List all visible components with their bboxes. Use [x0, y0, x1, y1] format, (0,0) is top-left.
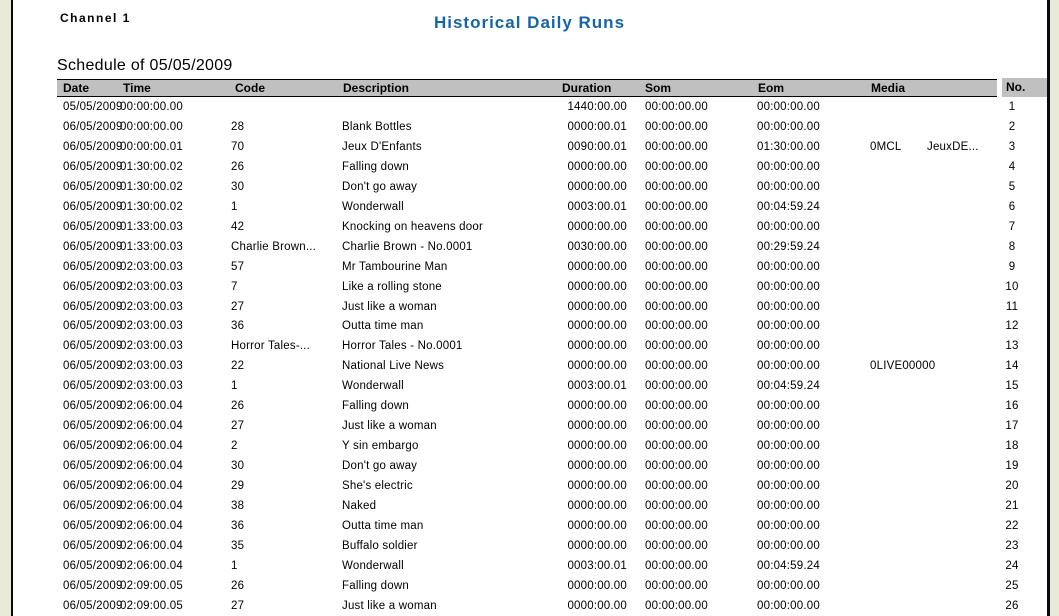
- cell-som: 00:00:00.00: [645, 280, 708, 293]
- cell-som: 00:00:00.00: [645, 400, 708, 413]
- cell-duration: 0030:00.00: [567, 240, 627, 253]
- column-header-eom: Eom: [758, 81, 785, 95]
- cell-no: 16: [1005, 400, 1019, 413]
- cell-time: 02:03:00.03: [120, 360, 183, 373]
- cell-duration: 0000:00.00: [567, 180, 627, 193]
- cell-code: 27: [231, 599, 245, 612]
- cell-date: 06/05/2009: [63, 500, 123, 512]
- cell-date: 06/05/2009: [63, 140, 123, 153]
- cell-date: 06/05/2009: [63, 260, 123, 273]
- cell-no: 22: [1005, 519, 1019, 532]
- cell-time: 02:09:00.05: [120, 599, 183, 612]
- cell-description: Don't go away: [342, 460, 418, 473]
- cell-time: 02:06:00.04: [120, 400, 183, 413]
- cell-code: 35: [231, 539, 245, 552]
- cell-description: Just like a woman: [342, 420, 437, 433]
- cell-som: 00:00:00.00: [645, 480, 708, 493]
- cell-no: 24: [1005, 559, 1019, 572]
- cell-code: 7: [231, 280, 238, 293]
- cell-no: 21: [1005, 500, 1019, 512]
- cell-time: 02:06:00.04: [120, 519, 183, 532]
- cell-eom: 00:00:00.00: [757, 340, 820, 353]
- cell-time: 02:06:00.04: [120, 539, 183, 552]
- cell-som: 00:00:00.00: [645, 460, 708, 473]
- cell-date: 06/05/2009: [63, 539, 123, 552]
- cell-description: Wonderwall: [342, 559, 404, 572]
- cell-som: 00:00:00.00: [645, 200, 708, 213]
- cell-som: 00:00:00.00: [645, 300, 708, 313]
- column-header-date: Date: [63, 81, 90, 95]
- cell-time: 02:03:00.03: [120, 260, 183, 273]
- cell-time: 01:33:00.03: [120, 220, 183, 233]
- table-row: [0, 356, 1059, 376]
- cell-date: 06/05/2009: [63, 220, 123, 233]
- table-row: [0, 416, 1059, 436]
- cell-eom: 01:30:00.00: [757, 140, 820, 153]
- table-row: [0, 177, 1059, 197]
- table-row: [0, 516, 1059, 536]
- cell-code: 28: [231, 120, 245, 133]
- cell-eom: 00:00:00.00: [757, 180, 820, 193]
- cell-som: 00:00:00.00: [645, 500, 708, 512]
- table-row: [0, 436, 1059, 456]
- cell-som: 00:00:00.00: [645, 240, 708, 253]
- cell-code: 27: [231, 300, 245, 313]
- cell-som: 00:00:00.00: [645, 579, 708, 592]
- cell-date: 06/05/2009: [63, 340, 123, 353]
- cell-no: 17: [1005, 420, 1019, 433]
- cell-description: Outta time man: [342, 519, 424, 532]
- cell-time: 02:06:00.04: [120, 559, 183, 572]
- cell-eom: 00:00:00.00: [757, 519, 820, 532]
- cell-eom: 00:00:00.00: [757, 539, 820, 552]
- column-header-duration: Duration: [562, 81, 612, 95]
- cell-eom: 00:00:00.00: [757, 120, 820, 133]
- cell-description: Charlie Brown - No.0001: [342, 240, 473, 253]
- cell-description: Just like a woman: [342, 300, 437, 313]
- table-row: [0, 297, 1059, 317]
- cell-eom: 00:00:00.00: [757, 160, 820, 173]
- cell-som: 00:00:00.00: [645, 180, 708, 193]
- cell-description: Don't go away: [342, 180, 418, 193]
- cell-som: 00:00:00.00: [645, 380, 708, 393]
- cell-time: 00:00:00.00: [120, 101, 183, 113]
- cell-som: 00:00:00.00: [645, 260, 708, 273]
- cell-no: 19: [1005, 460, 1019, 473]
- cell-code: 1: [231, 380, 238, 393]
- cell-eom: 00:00:00.00: [757, 400, 820, 413]
- cell-code: 1: [231, 200, 238, 213]
- cell-date: 06/05/2009: [63, 579, 123, 592]
- cell-eom: 00:00:00.00: [757, 420, 820, 433]
- table-row: [0, 117, 1059, 137]
- cell-description: Falling down: [342, 160, 409, 173]
- table-row: [0, 476, 1059, 496]
- cell-no: 10: [1005, 280, 1019, 293]
- cell-media2: JeuxDE...: [927, 140, 979, 153]
- cell-eom: 00:04:59.24: [757, 200, 820, 213]
- table-row: [0, 576, 1059, 596]
- cell-no: 12: [1005, 320, 1019, 333]
- table-row: [0, 97, 1059, 117]
- cell-duration: 0000:00.00: [567, 220, 627, 233]
- cell-time: 02:03:00.03: [120, 280, 183, 293]
- cell-eom: 00:00:00.00: [757, 320, 820, 333]
- cell-no: 14: [1005, 360, 1019, 373]
- table-row: [0, 536, 1059, 556]
- cell-date: 06/05/2009: [63, 519, 123, 532]
- table-row: [0, 456, 1059, 476]
- cell-code: 29: [231, 480, 245, 493]
- cell-no: 5: [1008, 180, 1016, 193]
- cell-duration: 0000:00.00: [567, 260, 627, 273]
- column-header-no: No.: [1006, 80, 1026, 94]
- cell-date: 06/05/2009: [63, 440, 123, 453]
- cell-duration: 0000:00.00: [567, 500, 627, 512]
- cell-description: Outta time man: [342, 320, 424, 333]
- table-row: [0, 197, 1059, 217]
- table-row: [0, 257, 1059, 277]
- cell-time: 01:30:00.02: [120, 160, 183, 173]
- cell-time: 00:00:00.01: [120, 140, 183, 153]
- cell-date: 06/05/2009: [63, 280, 123, 293]
- cell-som: 00:00:00.00: [645, 539, 708, 552]
- cell-som: 00:00:00.00: [645, 559, 708, 572]
- cell-time: 00:00:00.00: [120, 120, 183, 133]
- cell-date: 06/05/2009: [63, 559, 123, 572]
- table-row: [0, 496, 1059, 516]
- cell-duration: 0000:00.00: [567, 320, 627, 333]
- cell-som: 00:00:00.00: [645, 320, 708, 333]
- cell-description: Blank Bottles: [342, 120, 412, 133]
- cell-code: 27: [231, 420, 245, 433]
- cell-description: She's electric: [342, 480, 413, 493]
- cell-date: 06/05/2009: [63, 360, 123, 373]
- cell-media1: 0LIVE00000: [870, 360, 936, 373]
- cell-no: 23: [1005, 539, 1019, 552]
- cell-no: 3: [1008, 140, 1016, 153]
- cell-description: Jeux D'Enfants: [342, 140, 422, 153]
- cell-code: 36: [231, 320, 245, 333]
- cell-date: 06/05/2009: [63, 320, 123, 333]
- cell-duration: 0000:00.00: [567, 160, 627, 173]
- cell-duration: 0000:00.00: [567, 340, 627, 353]
- cell-som: 00:00:00.00: [645, 120, 708, 133]
- cell-eom: 00:00:00.00: [757, 280, 820, 293]
- table-row: [0, 237, 1059, 257]
- cell-som: 00:00:00.00: [645, 160, 708, 173]
- table-row: [0, 596, 1059, 616]
- table-row: [0, 376, 1059, 396]
- cell-description: Falling down: [342, 579, 409, 592]
- cell-description: Just like a woman: [342, 599, 437, 612]
- cell-time: 01:30:00.02: [120, 200, 183, 213]
- cell-date: 06/05/2009: [63, 240, 123, 253]
- cell-som: 00:00:00.00: [645, 101, 708, 113]
- cell-duration: 0000:00.00: [567, 539, 627, 552]
- cell-som: 00:00:00.00: [645, 140, 708, 153]
- cell-time: 01:33:00.03: [120, 240, 183, 253]
- cell-no: 11: [1005, 300, 1019, 313]
- cell-date: 06/05/2009: [63, 180, 123, 193]
- cell-no: 4: [1008, 160, 1016, 173]
- cell-time: 02:06:00.04: [120, 480, 183, 493]
- cell-description: Y sin embargo: [342, 440, 419, 453]
- schedule-subtitle: Schedule of 05/05/2009: [57, 57, 233, 74]
- cell-code: 42: [231, 220, 245, 233]
- cell-date: 05/05/2009: [63, 101, 123, 113]
- cell-date: 06/05/2009: [63, 460, 123, 473]
- cell-eom: 00:00:00.00: [757, 579, 820, 592]
- cell-time: 02:03:00.03: [120, 340, 183, 353]
- cell-code: 2: [231, 440, 238, 453]
- cell-eom: 00:04:59.24: [757, 559, 820, 572]
- cell-eom: 00:04:59.24: [757, 380, 820, 393]
- cell-code: 26: [231, 400, 245, 413]
- cell-date: 06/05/2009: [63, 480, 123, 493]
- cell-eom: 00:00:00.00: [757, 260, 820, 273]
- column-header-som: Som: [645, 81, 672, 95]
- cell-no: 2: [1008, 120, 1016, 133]
- cell-description: Buffalo soldier: [342, 539, 418, 552]
- column-header-description: Description: [343, 81, 410, 95]
- cell-eom: 00:00:00.00: [757, 480, 820, 493]
- cell-som: 00:00:00.00: [645, 599, 708, 612]
- table-row: [0, 137, 1059, 157]
- cell-duration: 0000:00.00: [567, 579, 627, 592]
- cell-som: 00:00:00.00: [645, 440, 708, 453]
- cell-som: 00:00:00.00: [645, 340, 708, 353]
- cell-description: Falling down: [342, 400, 409, 413]
- cell-eom: 00:00:00.00: [757, 360, 820, 373]
- cell-description: National Live News: [342, 360, 445, 373]
- cell-time: 02:06:00.04: [120, 500, 183, 512]
- cell-code: 30: [231, 180, 245, 193]
- cell-som: 00:00:00.00: [645, 220, 708, 233]
- cell-no: 25: [1005, 579, 1019, 592]
- cell-duration: 0000:00.01: [567, 120, 627, 133]
- cell-code: 57: [231, 260, 245, 273]
- cell-eom: 00:00:00.00: [757, 460, 820, 473]
- cell-time: 02:03:00.03: [120, 380, 183, 393]
- cell-som: 00:00:00.00: [645, 420, 708, 433]
- cell-time: 02:06:00.04: [120, 460, 183, 473]
- cell-time: 02:03:00.03: [120, 320, 183, 333]
- cell-code: 70: [231, 140, 245, 153]
- cell-som: 00:00:00.00: [645, 519, 708, 532]
- cell-date: 06/05/2009: [63, 200, 123, 213]
- cell-som: 00:00:00.00: [645, 360, 708, 373]
- table-row: [0, 556, 1059, 576]
- cell-duration: 0000:00.00: [567, 300, 627, 313]
- cell-time: 02:06:00.04: [120, 440, 183, 453]
- cell-duration: 0000:00.00: [567, 460, 627, 473]
- cell-duration: 1440:00.00: [567, 101, 627, 113]
- cell-duration: 0000:00.00: [567, 480, 627, 493]
- cell-time: 02:03:00.03: [120, 300, 183, 313]
- table-row: [0, 396, 1059, 416]
- cell-time: 01:30:00.02: [120, 180, 183, 193]
- cell-eom: 00:00:00.00: [757, 440, 820, 453]
- cell-description: Mr Tambourine Man: [342, 260, 448, 273]
- table-row: [0, 336, 1059, 356]
- cell-code: 22: [231, 360, 245, 373]
- cell-description: Wonderwall: [342, 200, 404, 213]
- cell-duration: 0000:00.00: [567, 420, 627, 433]
- cell-code: 26: [231, 160, 245, 173]
- table-header-bar: [57, 79, 997, 97]
- table-body: [0, 97, 1059, 616]
- cell-time: 02:06:00.04: [120, 420, 183, 433]
- cell-duration: 0090:00.01: [567, 140, 627, 153]
- cell-code: Charlie Brown...: [231, 240, 317, 253]
- cell-description: Like a rolling stone: [342, 280, 442, 293]
- table-row: [0, 157, 1059, 177]
- cell-no: 9: [1008, 260, 1016, 273]
- cell-date: 06/05/2009: [63, 599, 123, 612]
- table-row: [0, 316, 1059, 336]
- cell-no: 26: [1005, 599, 1019, 612]
- cell-eom: 00:29:59.24: [757, 240, 820, 253]
- cell-duration: 0000:00.00: [567, 360, 627, 373]
- cell-no: 8: [1008, 240, 1016, 253]
- cell-date: 06/05/2009: [63, 160, 123, 173]
- cell-description: Wonderwall: [342, 380, 404, 393]
- column-header-time: Time: [123, 81, 151, 95]
- cell-time: 02:09:00.05: [120, 579, 183, 592]
- cell-eom: 00:00:00.00: [757, 220, 820, 233]
- cell-code: 1: [231, 559, 238, 572]
- cell-date: 06/05/2009: [63, 300, 123, 313]
- cell-date: 06/05/2009: [63, 420, 123, 433]
- column-header-media: Media: [871, 81, 906, 95]
- cell-duration: 0000:00.00: [567, 599, 627, 612]
- cell-description: Naked: [342, 500, 377, 512]
- table-row: [0, 277, 1059, 297]
- cell-code: Horror Tales-...: [231, 340, 311, 353]
- cell-code: 30: [231, 460, 245, 473]
- cell-duration: 0000:00.00: [567, 440, 627, 453]
- cell-duration: 0003:00.01: [567, 380, 627, 393]
- cell-eom: 00:00:00.00: [757, 599, 820, 612]
- cell-description: Knocking on heavens door: [342, 220, 483, 233]
- cell-description: Horror Tales - No.0001: [342, 340, 463, 353]
- cell-eom: 00:00:00.00: [757, 300, 820, 313]
- cell-eom: 00:00:00.00: [757, 101, 820, 113]
- cell-no: 18: [1005, 440, 1019, 453]
- channel-label: Channel 1: [60, 11, 131, 25]
- cell-no: 1: [1008, 101, 1016, 113]
- cell-no: 7: [1008, 220, 1016, 233]
- cell-code: 26: [231, 579, 245, 592]
- cell-duration: 0003:00.01: [567, 559, 627, 572]
- cell-code: 38: [231, 500, 245, 512]
- cell-eom: 00:00:00.00: [757, 500, 820, 512]
- cell-date: 06/05/2009: [63, 120, 123, 133]
- cell-date: 06/05/2009: [63, 380, 123, 393]
- column-header-code: Code: [235, 81, 265, 95]
- cell-duration: 0003:00.01: [567, 200, 627, 213]
- cell-date: 06/05/2009: [63, 400, 123, 413]
- cell-no: 6: [1008, 200, 1016, 213]
- cell-no: 15: [1005, 380, 1019, 393]
- cell-duration: 0000:00.00: [567, 519, 627, 532]
- cell-duration: 0000:00.00: [567, 400, 627, 413]
- report-title: Historical Daily Runs: [433, 13, 626, 32]
- cell-no: 13: [1005, 340, 1019, 353]
- table-row: [0, 217, 1059, 237]
- cell-duration: 0000:00.00: [567, 280, 627, 293]
- cell-media1: 0MCL: [870, 140, 902, 153]
- cell-code: 36: [231, 519, 245, 532]
- cell-no: 20: [1005, 480, 1019, 493]
